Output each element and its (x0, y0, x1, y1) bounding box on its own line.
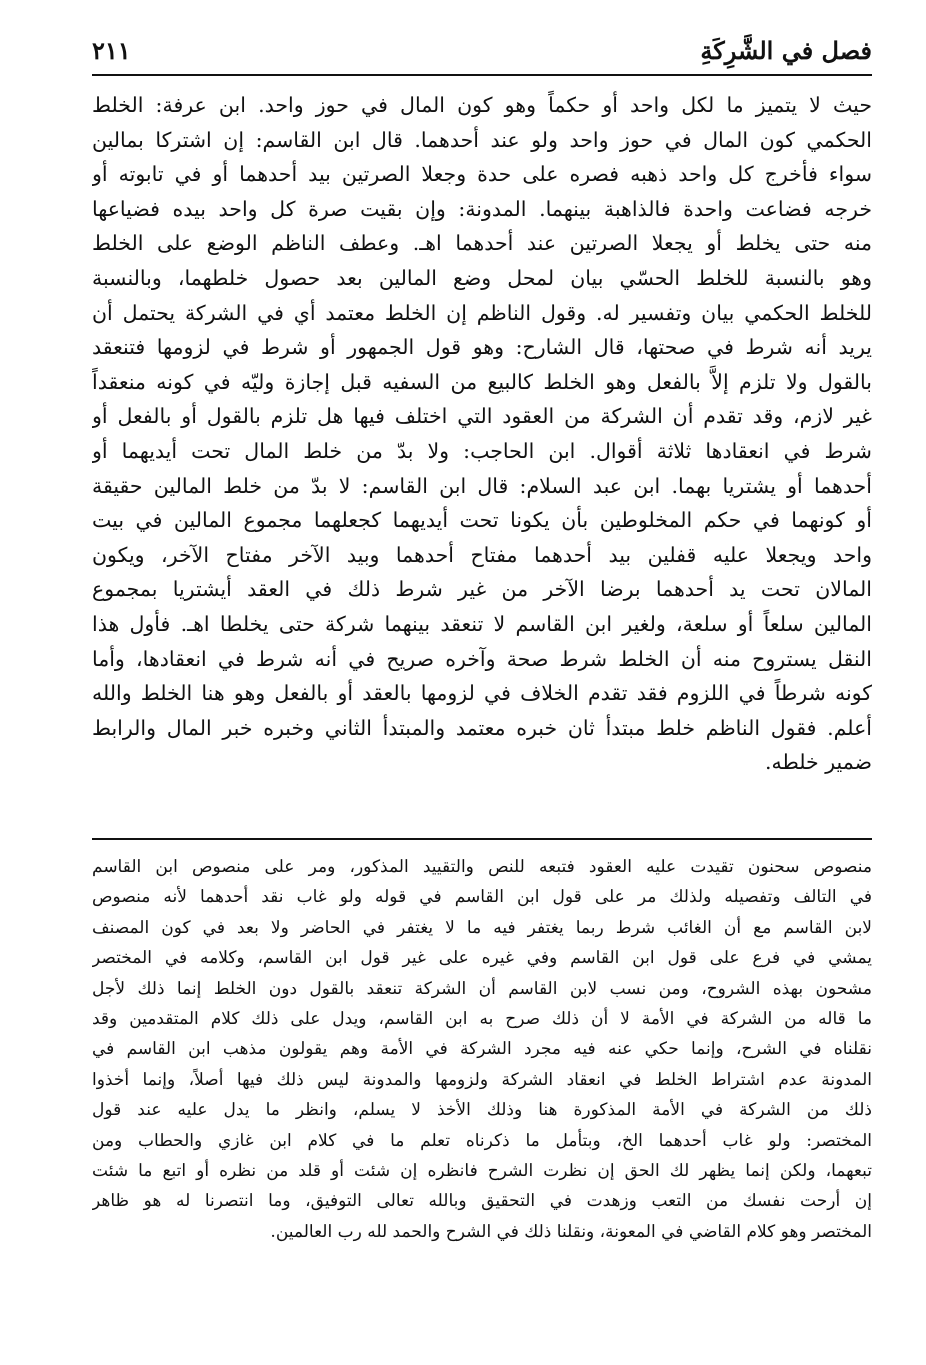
footnote-line: المختصر وهو كلام القاضي في المعونة، ونقلنا ذلك في الشرح والحمد لله رب العالمين. (270, 1221, 872, 1242)
text-line: سواء فأخرج كل واحد ذهبه فصره على حدة وجعلا الصرتين بيد أحدهما أو في تابوته أو (92, 162, 872, 187)
text-line: غير لازم، وقد تقدم أن الشركة من العقود التي اختلف فيها هل تلزم بالقول أو بالفعل أو (92, 404, 872, 429)
footnote-line: ذلك من الشركة في الأمة المذكورة هنا وذلك الأخذ لا يسلم، وانظر ما يدل عليه عند قول (92, 1100, 872, 1121)
text-line: شرط في انعقادها ثلاثة أقوال. ابن الحاجب: ولا بدّ من خلط المال تحت أيديهما أو (92, 438, 872, 463)
footnote-line: ما قاله من الشركة في الأمة لا أن ذلك صرح به ابن القاسم، ويدل على ذلك كلام المتقدمين وقد (92, 1008, 872, 1029)
text-line: المالين سلعاً أو سلعة، ولغير ابن القاسم لا تنعقد بينهما شركة حتى يخلطا اهـ. فأول هذا (92, 611, 872, 636)
main-text (92, 88, 872, 780)
text-line: النقل يستروح منه أن الخلط شرط صحة وآخره صريح في أنه شرط في انعقادها، وأما (92, 646, 872, 671)
footnote-line: المختصر: ولو غاب أحدهما الخ، وبتأمل ما ذكرناه تعلم ما في كلام ابن غازي والحطاب ومن (92, 1130, 872, 1151)
footnote-line: في التالف وتفصيله ولذلك مر على قول ابن القاسم في قوله ولو غاب نقد أحدهما لأنه منصوص (92, 887, 872, 908)
footnote-separator (92, 838, 872, 840)
footnote-line: تبعهما، ولكن إنما يظهر لك الحق إن نظرت الشرح فانظره إن شئت أو قلد من نظره أو اتبع ما شئت (92, 1160, 872, 1181)
footnote-line: نقلناه في الشرح، وإنما حكي عنه فيه مجرد الشركة في الأمة وهم يقولون مذهب ابن القاسم في (92, 1039, 872, 1060)
text-line: كونه شرطاً في اللزوم فقد تقدم الخلاف في لزومها بالعقد أو بالفعل وهو هنا الخلط والله (92, 681, 872, 706)
text-line: الحكمي كون المال في حوز واحد ولو عند أحدهما. قال ابن القاسم: إن اشتركا بمالين (92, 127, 872, 152)
text-line: حيث لا يتميز ما لكل واحد أو حكماً وهو كون المال في حوز واحد. ابن عرفة: الخلط (92, 93, 872, 117)
footnote-line: مشحون بهذه الشروح، ومن نسب لابن القاسم أن الشركة تنعقد بالقول دون الخلط إنما ذلك لأجل (92, 978, 872, 999)
header-rule (92, 74, 872, 76)
text-line: منه حتى يخلط أو يجعلا الصرتين عند أحدهما اهـ. وعطف الناظم الوضع على الخلط (92, 231, 872, 256)
footnote-line: لابن القاسم مع أن الغائب شرط ربما يغتفر فيه ما لا يغتفر في الحاضر ولا بعد في كون المصنف (92, 917, 872, 938)
text-line: وهو بالنسبة للخلط الحسّي بيان لمحل وضع المالين بعد حصول خلطهما، وبالنسبة (92, 265, 872, 290)
text-line: أعلم. فقول الناظم خلط مبتدأ ثان خبره معتمد والمبتدأ الثاني وخبره خبر المال والرابط (92, 715, 872, 740)
footnote-line: إن أرحت نفسك من التعب وزهدت في التحقيق وبالله تعالى التوفيق، وما انتصرنا له هو ظاهر (92, 1191, 872, 1212)
footnotes (92, 852, 872, 1247)
footnote-line: منصوص سحنون تقيدت عليه العقود فتبعه للنص والتقييد المذكور، ومر على منصوص ابن القاسم (92, 857, 872, 877)
text-line: أحدهما أو يشتريا بهما. ابن عبد السلام: قال ابن القاسم: لا بدّ من خلط المالين حقيقة (92, 473, 872, 498)
text-line: خرجه فضاعت واحدة فالذاهبة بينهما. المدونة: وإن بقيت صرة كل واحد بيده فضياعها (92, 196, 872, 221)
footnote-line: المدونة عدم اشتراط الخلط في انعقاد الشركة ولزومها والمدونة ليس ذلك فيها أصلاً، وإنما أخذوا (92, 1069, 872, 1090)
text-line: ضمير خلطه. (764, 750, 872, 775)
chapter-title: فصل في الشَّرِكَةِ (700, 36, 872, 65)
text-line: بالقول ولا تلزم إلاَّ بالفعل وهو الخلط كالبيع من السفيه قبل إجازة وليّه في كونه منعقداً (92, 369, 872, 394)
text-line: واحد ويجعلا عليه قفلين بيد أحدهما مفتاح أحدهما وبيد الآخر مفتاح الآخر، ويكون (92, 542, 872, 567)
footnote-line: يمشي في فرع على قول ابن القاسم وفي غيره على غير قول ابن القاسم، وكلامه في المختصر (92, 948, 872, 969)
text-line: يريد أنه شرط في صحتها، قال الشارح: وهو قول الجمهور أو شرط في لزومها فتنعقد (92, 335, 872, 360)
running-header (92, 32, 872, 76)
text-line: للخلط الحكمي بيان وتفسير له. وقول الناظم إن الخلط معتمد أي في الشركة يحتمل أن (92, 300, 872, 325)
text-line: أو كونهما في حكم المخلوطين بأن يكونا تحت أيديهما كجعلهما مجموع المالين في بيت (92, 508, 872, 533)
text-line: المالان تحت يد أحدهما برضا الآخر من غير شرط ذلك في العقد أيشتريا بمجموع (92, 577, 872, 602)
page-number: ٢١١ (92, 36, 131, 65)
